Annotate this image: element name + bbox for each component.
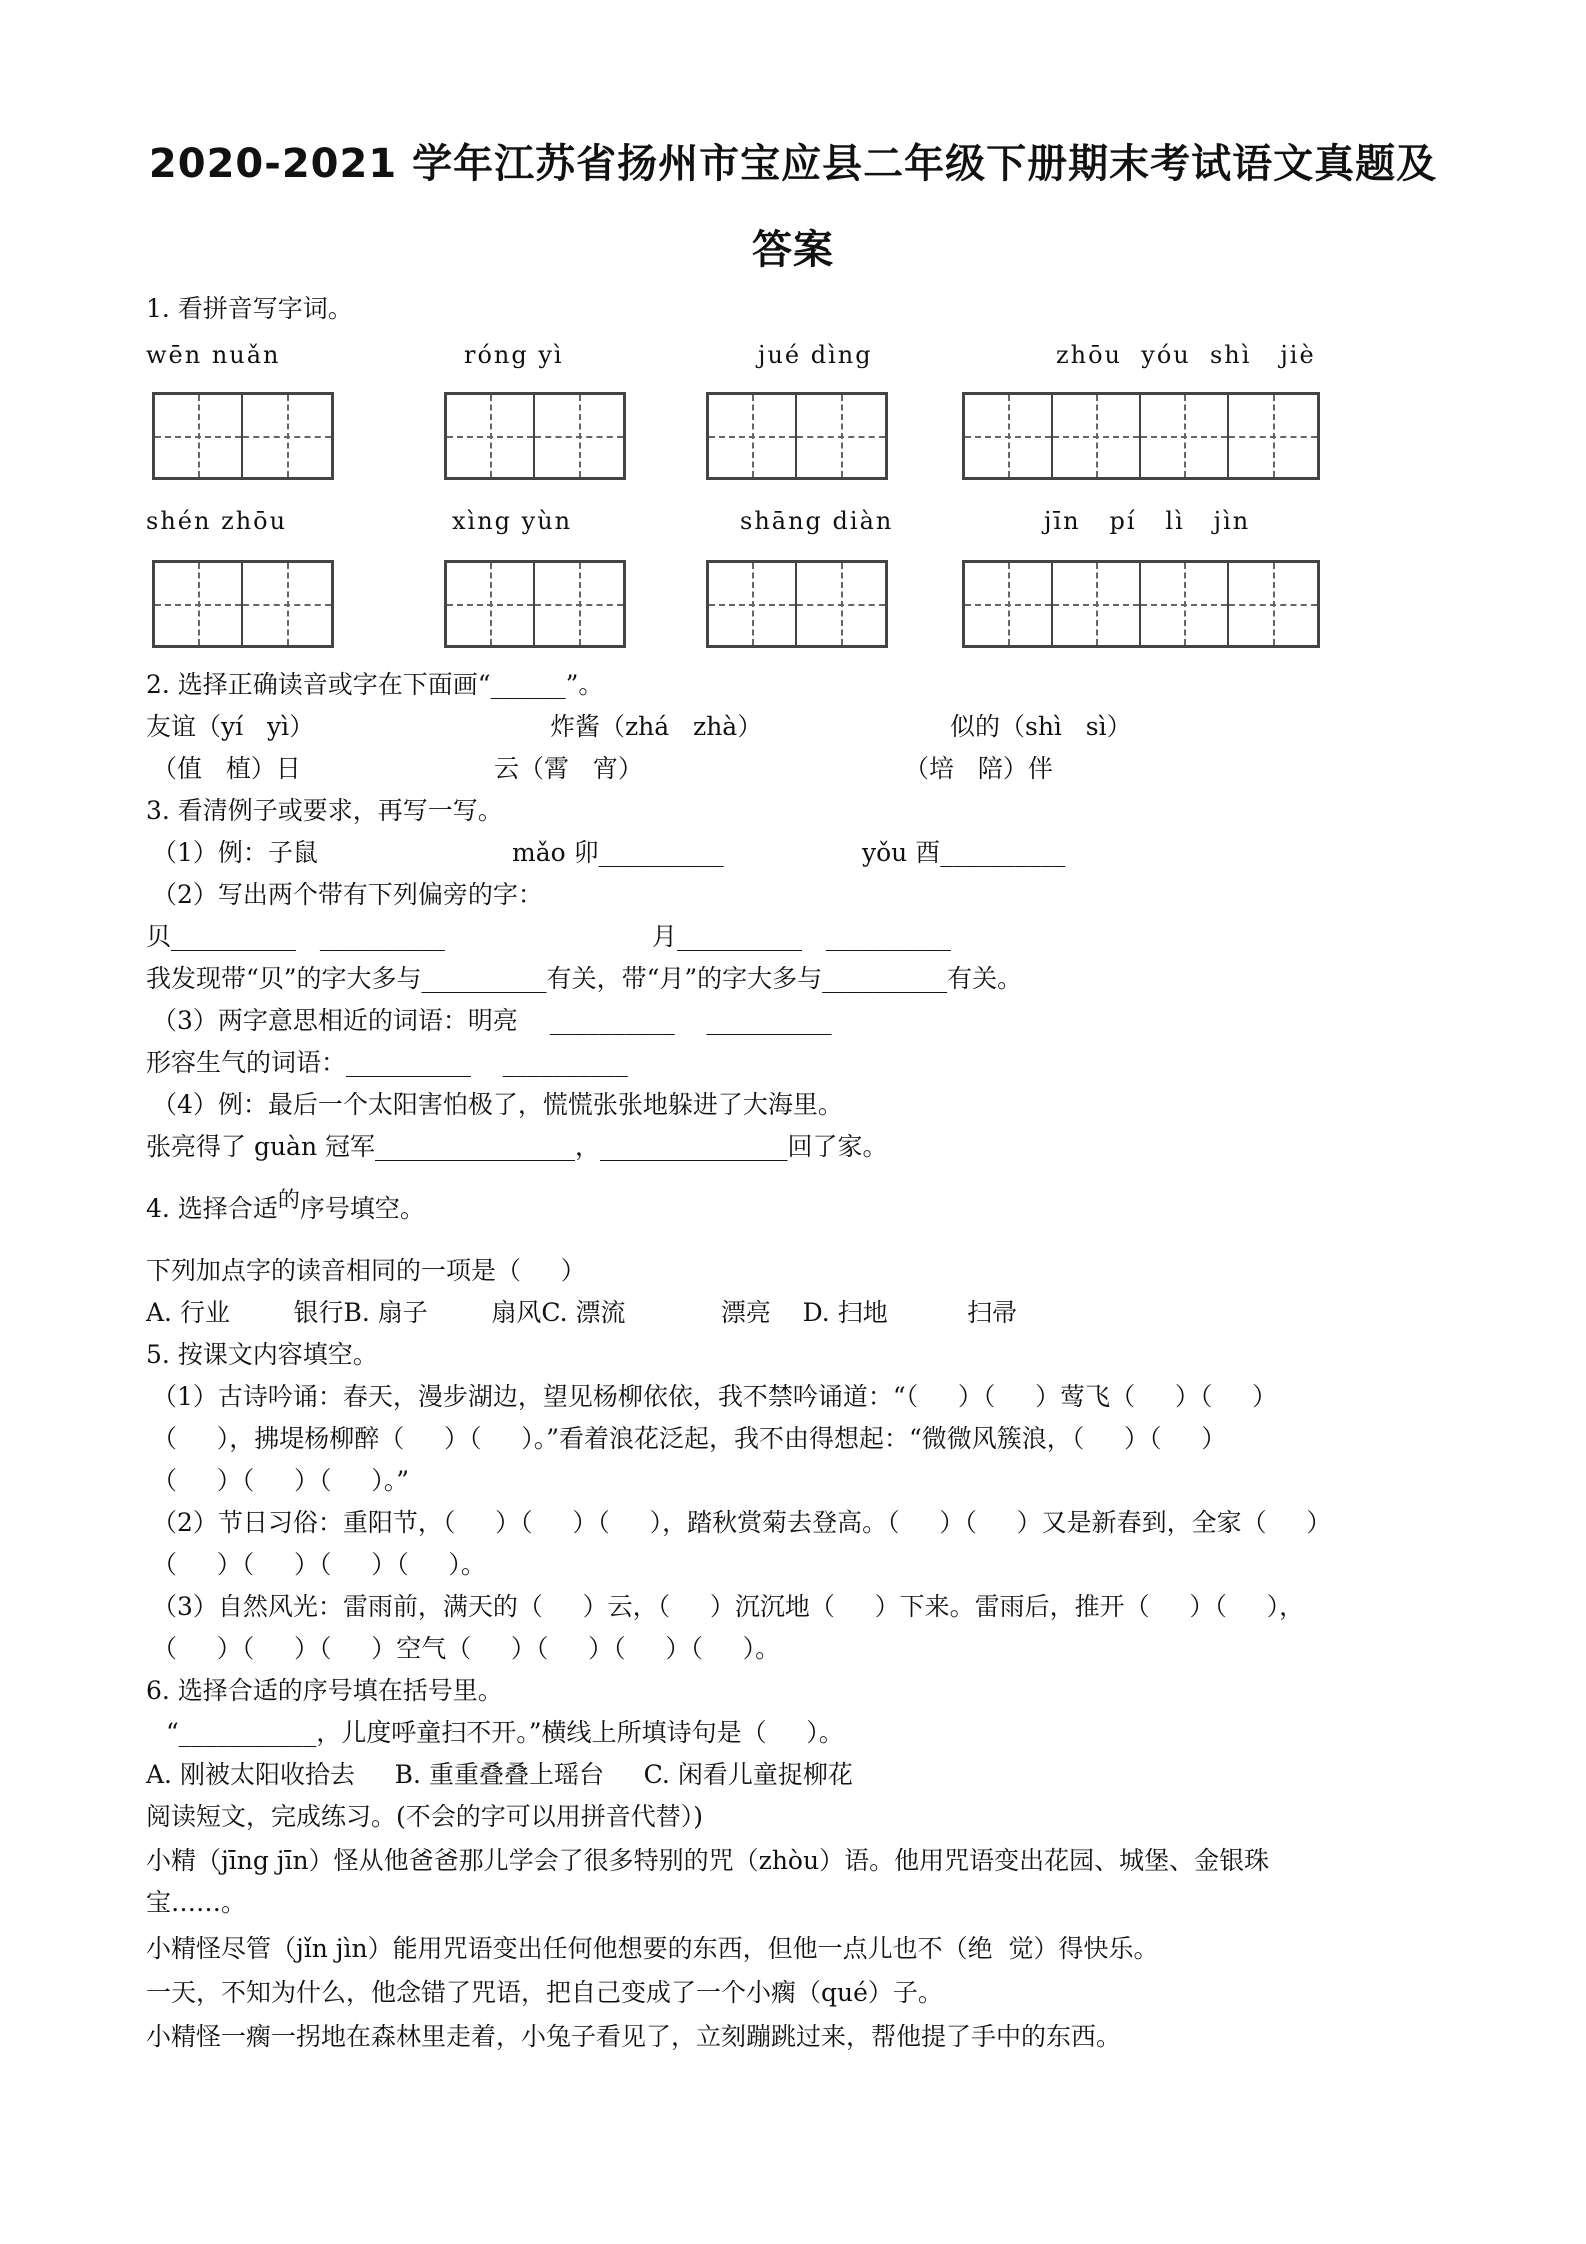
tianzi-grid[interactable] [152, 392, 334, 480]
grid-cell[interactable] [1229, 563, 1317, 645]
tianzi-grid[interactable] [444, 560, 626, 648]
grid-cell[interactable] [243, 563, 331, 645]
q3-blank[interactable]: 贝__________ __________ [146, 922, 445, 951]
grid-cell[interactable] [1229, 395, 1317, 477]
tianzi-grid[interactable] [444, 392, 626, 480]
reading-paragraph: 小精怪一瘸一拐地在森林里走着，小兔子看见了，立刻蹦跳过来，帮他提了手中的东西。 [146, 2022, 1122, 2051]
pinyin-1-1: wēn nuǎn [146, 341, 281, 369]
tianzi-grid[interactable] [706, 392, 888, 480]
grid-cell[interactable] [447, 395, 535, 477]
grid-cell[interactable] [1141, 395, 1229, 477]
pinyin-2-1: shén zhōu [146, 507, 288, 535]
grid-cell[interactable] [1053, 395, 1141, 477]
grid-cell[interactable] [797, 563, 885, 645]
grid-cell[interactable] [709, 395, 797, 477]
reading-intro: 阅读短文，完成练习。(不会的字可以用拼音代替）) [146, 1802, 704, 1831]
tianzi-grid[interactable] [962, 392, 1320, 480]
tianzi-grid[interactable] [962, 560, 1320, 648]
pinyin-2-3: shāng diàn [740, 507, 894, 535]
q2-item: （培 陪）伴 [904, 754, 1053, 783]
q2-item: （值 植）日 [152, 754, 301, 783]
grid-cell[interactable] [797, 395, 885, 477]
q4-heading-text: 4. 选择合适 [146, 1194, 278, 1223]
grid-cell[interactable] [1053, 563, 1141, 645]
q2-item: 友谊（yí yì） [146, 712, 315, 741]
q3-part: （2）写出两个带有下列偏旁的字： [152, 880, 543, 909]
q3-example: （4）例：最后一个太阳害怕极了，慌慌张张地躲进了大海里。 [152, 1090, 843, 1119]
q4-heading [146, 1188, 425, 1226]
q6-options: A. 刚被太阳收拾去 B. 重重叠叠上瑶台 C. 闲看儿童捉柳花 [146, 1760, 853, 1789]
reading-paragraph: 小精（jīng jīn）怪从他爸爸那儿学会了很多特别的咒（zhòu）语。他用咒语变出花园、城堡、金银珠 [146, 1846, 1270, 1875]
grid-cell[interactable] [965, 563, 1053, 645]
reading-paragraph: 一天，不知为什么，他念错了咒语，把自己变成了一个小瘸（qué）子。 [146, 1978, 943, 2007]
grid-cell[interactable] [155, 563, 243, 645]
q4-stem[interactable]: 下列加点字的读音相同的一项是（ ） [146, 1256, 586, 1285]
grid-cell[interactable] [965, 395, 1053, 477]
reading-paragraph: 宝……。 [146, 1888, 247, 1917]
q3-example: （1）例：子鼠 [152, 838, 318, 867]
q2-heading: 2. 选择正确读音或字在下面画“______”。 [146, 670, 604, 699]
q1-heading: 1. 看拼音写字词。 [146, 294, 353, 323]
tianzi-grid[interactable] [706, 560, 888, 648]
q3-blank[interactable]: yǒu 酉__________ [862, 838, 1066, 867]
q4-heading-text: 序号填空。 [299, 1194, 425, 1223]
tianzi-grid[interactable] [152, 560, 334, 648]
grid-cell[interactable] [155, 395, 243, 477]
pinyin-2-4: jīn pí lì jìn [1044, 507, 1251, 535]
q6-heading: 6. 选择合适的序号填在括号里。 [146, 1676, 503, 1705]
grid-cell[interactable] [1141, 563, 1229, 645]
q2-item: 云（霄 宵） [494, 754, 643, 783]
page-title-line2: 答案 [752, 227, 834, 273]
q5-line[interactable]: （3）自然风光：雷雨前，满天的（ ）云，（ ）沉沉地（ ）下来。雷雨后，推开（ ）（ ）， [152, 1592, 1305, 1621]
q5-line[interactable]: （ ）（ ）（ ）（ ）。 [152, 1550, 486, 1579]
grid-cell[interactable] [447, 563, 535, 645]
q3-blank[interactable]: 我发现带“贝”的字大多与__________有关，带“月”的字大多与__________有关。 [146, 964, 1023, 993]
q5-line[interactable]: （2）节日习俗：重阳节，（ ）（ ）（ ），踏秋赏菊去登高。（ ）（ ）又是新春到，全家（ ） [152, 1508, 1332, 1537]
grid-cell[interactable] [243, 395, 331, 477]
q3-blank[interactable]: 月__________ __________ [652, 922, 951, 951]
q5-line[interactable]: （ ）（ ）（ ）空气（ ）（ ）（ ）（ ）。 [152, 1634, 781, 1663]
q3-heading: 3. 看清例子或要求，再写一写。 [146, 796, 503, 825]
pinyin-1-3: jué dìng [758, 341, 873, 369]
q5-heading: 5. 按课文内容填空。 [146, 1340, 378, 1369]
q2-item: 炸酱（zhá zhà） [550, 712, 763, 741]
q3-blank[interactable]: （3）两字意思相近的词语：明亮 __________ __________ [152, 1006, 832, 1035]
q3-blank[interactable]: mǎo 卯__________ [512, 838, 724, 867]
grid-cell[interactable] [709, 563, 797, 645]
grid-cell[interactable] [535, 563, 623, 645]
pinyin-1-4: zhōu yóu shì jiè [1056, 341, 1316, 369]
q3-blank[interactable]: 张亮得了 guàn 冠军________________，_______________回了家。 [146, 1132, 888, 1161]
q4-options: A. 行业 银行B. 扇子 扇风C. 漂流 漂亮 D. 扫地 扫帚 [146, 1298, 1018, 1327]
grid-cell[interactable] [535, 395, 623, 477]
q5-line[interactable]: （ ），拂堤杨柳醉（ ）（ ）。”看着浪花泛起，我不由得想起：“微微风簇浪，（ ）（ ） [152, 1424, 1227, 1453]
q6-stem[interactable]: “___________，儿度呼童扫不开。”横线上所填诗句是（ ）。 [166, 1718, 844, 1747]
q4-heading-sup: 的 [277, 1188, 300, 1213]
q3-blank[interactable]: 形容生气的词语：__________ __________ [146, 1048, 628, 1077]
page-title: 2020-2021 学年江苏省扬州市宝应县二年级下册期末考试语文真题及 [148, 141, 1438, 187]
q2-item: 似的（shì sì） [950, 712, 1132, 741]
q5-line[interactable]: （1）古诗吟诵：春天，漫步湖边，望见杨柳依依，我不禁吟诵道：“（ ）（ ）莺飞（ ）（ ） [152, 1382, 1278, 1411]
q5-line[interactable]: （ ）（ ）（ ）。” [152, 1466, 409, 1495]
reading-paragraph: 小精怪尽管（jǐn jìn）能用咒语变出任何他想要的东西，但他一点儿也不（绝 觉）得快乐。 [146, 1934, 1159, 1963]
pinyin-1-2: róng yì [464, 341, 564, 369]
pinyin-2-2: xìng yùn [452, 507, 573, 535]
